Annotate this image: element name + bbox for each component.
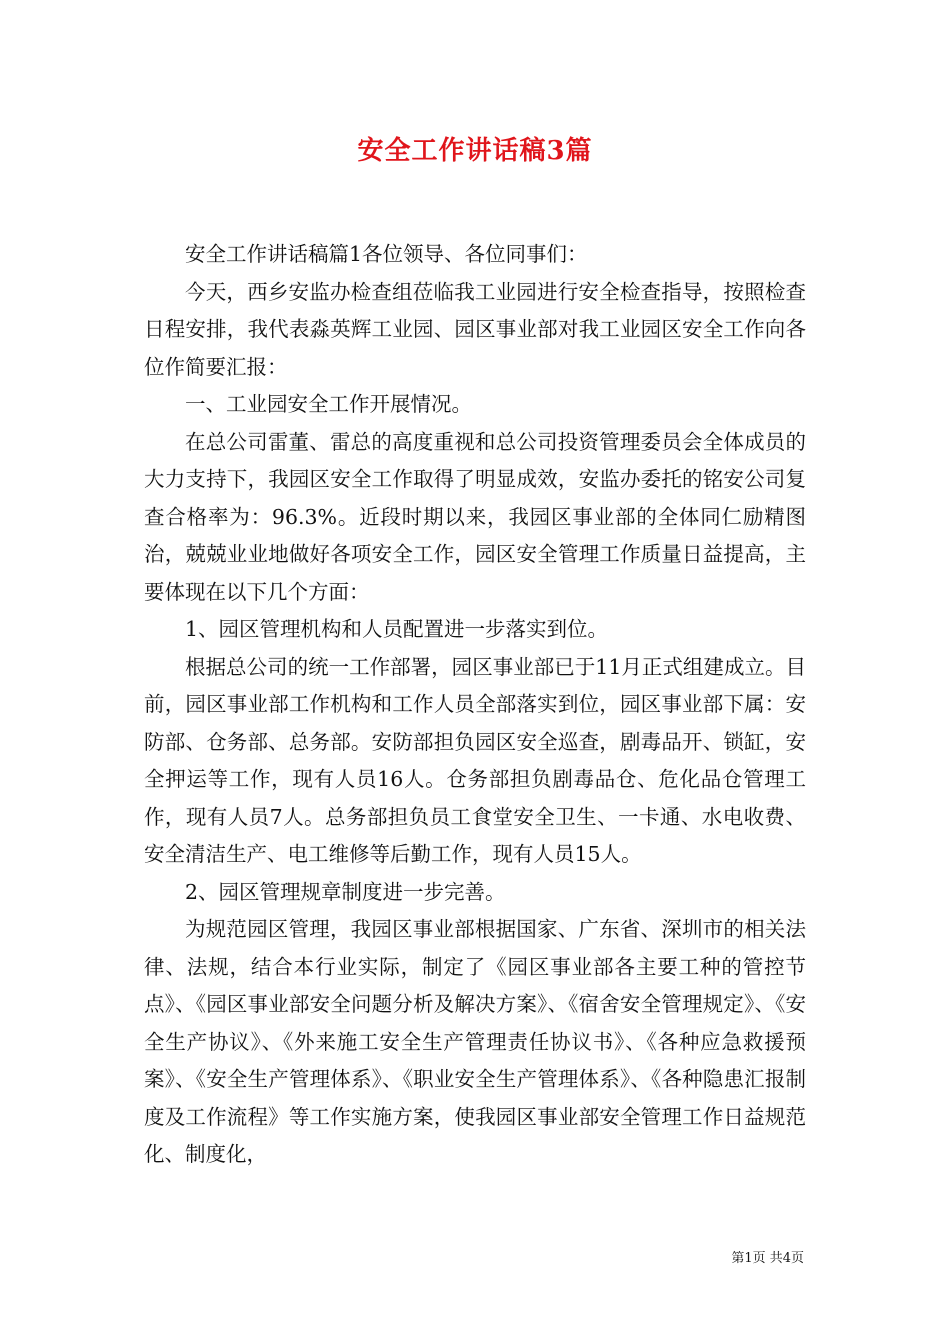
subsection-heading-2: 2、园区管理规章制度进一步完善。 [185,879,506,904]
subsection-heading-1: 1、园区管理机构和人员配置进一步落实到位。 [185,617,609,641]
document-title: 安全工作讲话稿3篇 [357,136,593,166]
paragraph-organization: 根据总公司的统一工作部署，园区事业部已于11月正式组建成立。目前，园区事业部工作机构和工作人员全部落实到位，园区事业部下属：安防部、仓务部、总务部。安防部担负园区安全巡查，剧毒品开、锁缸，安全押运等工作，现有人员16人。仓务部担负剧毒品仓、危化品仓管理工作，现有人员7人。总务部担负员工食堂安全卫生、一卡通、水电收费、安全清洁生产、电工维修等后勤工作，现有人员15人。 [144,654,806,866]
paragraph-intro: 今天，西乡安监办检查组莅临我工业园进行安全检查指导，按照检查日程安排，我代表淼英辉工业园、园区事业部对我工业园区安全工作向各位作简要汇报： [144,279,806,379]
paragraph-overview: 在总公司雷董、雷总的高度重视和总公司投资管理委员会全体成员的大力支持下，我园区安全工作取得了明显成效，安监办委托的铭安公司复查合格率为：96.3%。近段时期以来，我园区事业部的全体同仁励精图治，兢兢业业地做好各项安全工作，园区安全管理工作质量日益提高，主要体现在以下几个方面： [144,429,806,604]
document-body [144,236,806,1174]
page-number-footer: 第1页 共4页 [731,1251,804,1266]
paragraph-greeting: 安全工作讲话稿篇1各位领导、各位同事们： [185,242,588,266]
paragraph-regulations: 为规范园区管理，我园区事业部根据国家、广东省、深圳市的相关法律、法规，结合本行业实际，制定了《园区事业部各主要工种的管控节点》、《园区事业部安全问题分析及解决方案》、《宿舍安全管理规定》、《安全生产协议》、《外来施工安全生产管理责任协议书》、《各种应急救援预案》、《安全生产管理体系》、《职业安全生产管理体系》、《各种隐患汇报制度及工作流程》等工作实施方案，使我园区事业部安全管理工作日益规范化、制度化， [144,917,806,1166]
section-heading-1: 一、工业园安全工作开展情况。 [185,392,472,416]
